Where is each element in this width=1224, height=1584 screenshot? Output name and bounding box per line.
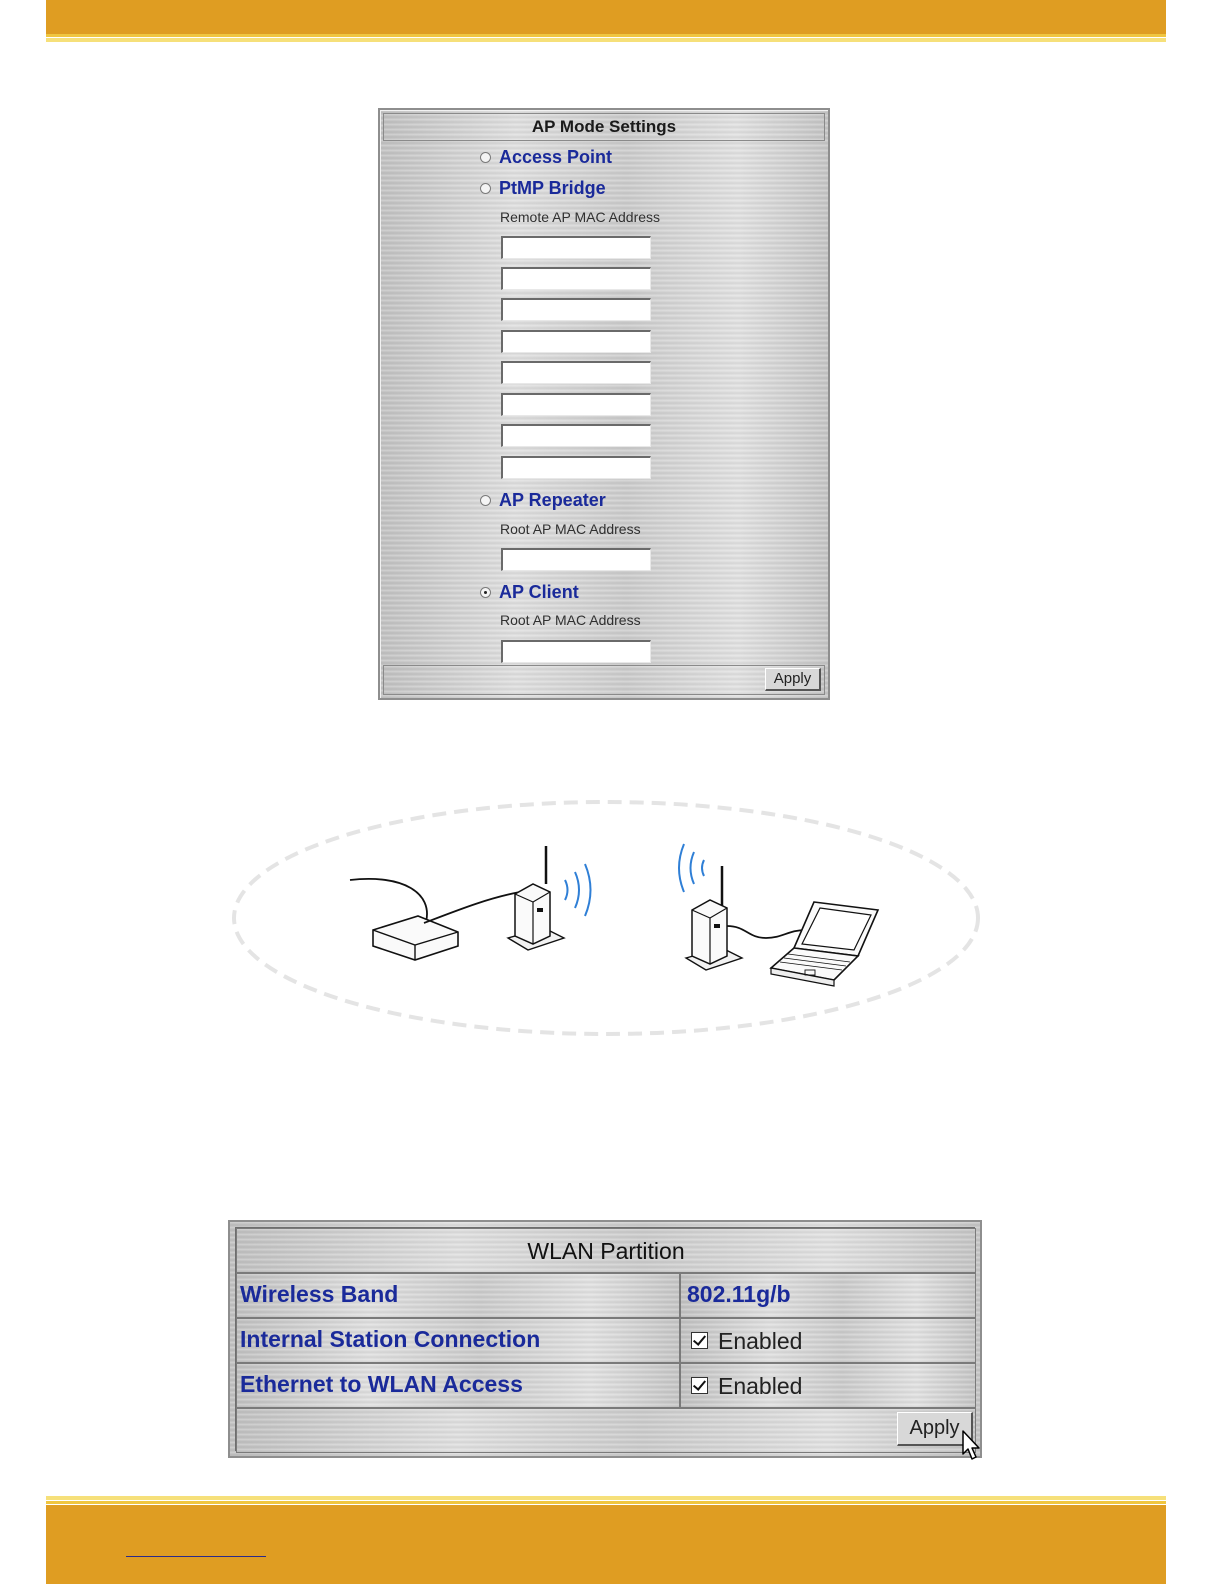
ethernet-to-wlan-access-enabled-label: Enabled [718, 1372, 803, 1399]
footer-band-stripe-light [46, 1496, 1166, 1500]
ptmp-bridge-label: PtMP Bridge [499, 177, 606, 198]
header-band [46, 0, 1166, 34]
ethernet-to-wlan-access-checkbox[interactable] [691, 1377, 708, 1394]
wlan-apply-button[interactable]: Apply [897, 1412, 973, 1446]
access-point-icon [508, 846, 564, 950]
remote-mac-field-4[interactable] [501, 330, 651, 353]
client-cable [727, 926, 806, 938]
footer-band [46, 1505, 1166, 1584]
remote-mac-field-1[interactable] [501, 236, 651, 259]
client-root-mac-label: Root AP MAC Address [500, 612, 641, 628]
ap-repeater-label: AP Repeater [499, 489, 606, 510]
remote-mac-field-2[interactable] [501, 267, 651, 290]
wlan-partition-title: WLAN Partition [236, 1228, 976, 1273]
apply-button[interactable]: Apply [765, 668, 821, 691]
remote-mac-field-7[interactable] [501, 424, 651, 447]
ethernet-to-wlan-access-label: Ethernet to WLAN Access [236, 1363, 680, 1408]
option-ap-client[interactable] [480, 580, 579, 604]
remote-mac-field-5[interactable] [501, 361, 651, 384]
ap-mode-settings-panel [378, 108, 830, 700]
router-cable [424, 892, 520, 923]
internal-station-connection-cell [680, 1318, 976, 1363]
option-access-point[interactable] [480, 145, 612, 169]
ap-repeater-radio[interactable] [480, 495, 491, 506]
internal-station-connection-enabled-label: Enabled [718, 1327, 803, 1354]
internal-station-connection-label: Internal Station Connection [236, 1318, 680, 1363]
access-point-client-icon [686, 866, 742, 970]
wifi-signal-icon [565, 864, 591, 916]
wireless-band-label: Wireless Band [236, 1273, 680, 1318]
repeater-root-mac-field[interactable] [501, 548, 651, 571]
remote-mac-field-6[interactable] [501, 393, 651, 416]
ethernet-to-wlan-access-cell [680, 1363, 976, 1408]
footer-rule [126, 1556, 266, 1557]
remote-mac-field-3[interactable] [501, 298, 651, 321]
panel-footer [383, 665, 825, 695]
internal-station-connection-checkbox[interactable] [691, 1332, 708, 1349]
access-point-radio[interactable] [480, 152, 491, 163]
client-root-mac-field[interactable] [501, 640, 651, 663]
header-band-stripe [46, 34, 1166, 37]
laptop-icon [771, 902, 878, 986]
option-ptmp-bridge[interactable] [480, 176, 606, 200]
ptmp-bridge-radio[interactable] [480, 183, 491, 194]
ap-client-label: AP Client [499, 581, 579, 602]
remote-mac-field-8[interactable] [501, 456, 651, 479]
wifi-signal-icon-client [679, 844, 704, 892]
network-diagram [228, 798, 984, 1040]
header-band-stripe-light [46, 38, 1166, 42]
router-icon [350, 879, 458, 960]
repeater-root-mac-label: Root AP MAC Address [500, 521, 641, 537]
wlan-partition-footer [236, 1408, 976, 1453]
wireless-band-value: 802.11g/b [680, 1273, 976, 1318]
ap-client-radio[interactable] [480, 587, 491, 598]
footer-band-stripe [46, 1501, 1166, 1504]
mouse-cursor-icon [962, 1430, 982, 1462]
panel-title: AP Mode Settings [383, 113, 825, 141]
remote-mac-label: Remote AP MAC Address [500, 209, 661, 225]
wlan-partition-panel [228, 1220, 982, 1458]
option-ap-repeater[interactable] [480, 488, 606, 512]
access-point-label: Access Point [499, 146, 613, 167]
